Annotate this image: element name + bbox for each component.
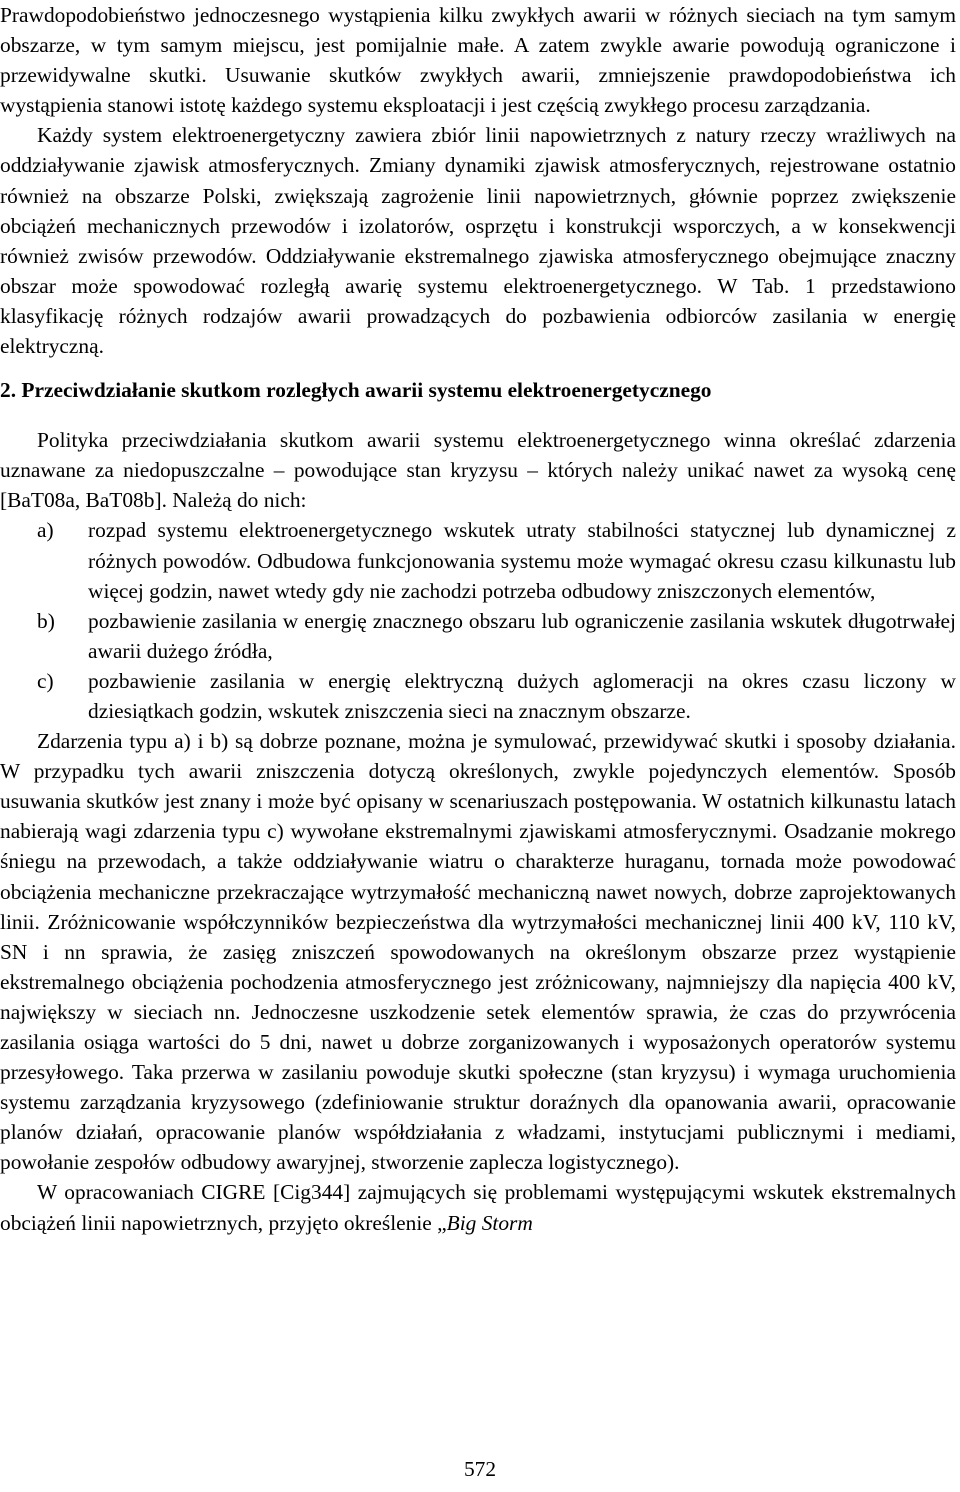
event-list [0,515,956,726]
list-marker: c) [37,668,54,693]
list-item-text: pozbawienie zasilania w energię znacznego obszaru lub ograniczenie zasilania wskutek długotrwałej awarii dużego źródła, [88,608,956,663]
list-marker: b) [37,608,55,633]
page-number: 572 [463,1457,497,1481]
list-marker: a) [37,518,54,543]
section-heading: 2. Przeciwdziałanie skutkom rozległych awarii systemu elektroenergetycznego [0,378,712,403]
paragraph-cigre [0,1177,956,1237]
list-item-c [0,666,956,726]
list-item-a [0,515,956,605]
paragraph-system-linie: Każdy system elektroenergetyczny zawiera zbiór linii napowietrznych z natury rzeczy wrażliwych na oddziaływanie zjawisk atmosferycznych. Zmiany dynamiki zjawisk atmosferycznych, rejestrowane ostatnio również na obszarze Polski, zwiększają zagrożenie linii napowietrznych, głównie poprzez zwiększenie obciążeń mechanicznych przewodów i izolatorów, osprzętu i konstrukcji wsporczych, a w konsekwencji również zwisów przewodów. Oddziaływanie ekstremalnego zjawiska atmosferycznego obejmujące znaczny obszar może spowodować rozległą awarię systemu elektroenergetycznego. W Tab. 1 przedstawiono klasyfikację różnych rodzajów awarii prowadzących do pozbawienia odbiorców zasilania w energię elektryczną. [0,123,956,359]
list-item-text: pozbawienie zasilania w energię elektryczną dużych aglomeracji na okres czasu liczony w dziesiątkach godzin, wskutek zniszczenia sieci na znacznym obszarze. [88,668,956,723]
list-item-text: rozpad systemu elektroenergetycznego wskutek utraty stabilności statycznej lub dynamicznej z różnych powodów. Odbudowa funkcjonowania systemu może wymagać okresu czasu kilkunastu lub więcej godzin, nawet wtedy gdy nie zachodzi potrzeba odbudowy zniszczonych elementów, [88,518,956,603]
paragraph-awarie-zwykle: Prawdopodobieństwo jednoczesnego wystąpienia kilku zwykłych awarii w różnych sieciach na tym samym obszarze, w tym samym miejscu, jest pomijalnie małe. A zatem zwykle awarie powodują ograniczone i przewidywalne skutki. Usuwanie skutków zwykłych awarii, zmniejszenie prawdopodobieństwa ich wystąpienia stanowi istotę każdego systemu eksploatacji i jest częścią zwykłego procesu zarządzania. [0,3,956,118]
paragraph-zdarzenia: Zdarzenia typu a) i b) są dobrze poznane, można je symulować, przewidywać skutki i sposoby działania. W przypadku tych awarii zniszczenia dotyczą określonych, zwykle pojedynczych elementów. Sposób usuwania skutków jest znany i może być opisany w scenariuszach postępowania. W ostatnich kilkunastu latach nabierają wagi zdarzenia typu c) wywołane ekstremalnymi zjawiskami atmosferycznymi. Osadzanie mokrego śniegu na przewodach, a także oddziaływanie wiatru o charakterze huraganu, tornada może powodować obciążenia mechaniczne przekraczające wytrzymałość mechaniczną nawet nowych, dobrze zaprojektowanych linii. Zróżnicowanie współczynników bezpieczeństwa dla wytrzymałości mechanicznej linii 400 kV, 110 kV, SN i nn sprawia, że zasięg zniszczeń spowodowanych na określonym obszarze przez wystąpienie ekstremalnego obciążenia pochodzenia atmosferycznego jest zróżnicowany, najmniejszy dla napięcia 400 kV, największy w sieciach nn. Jednoczesne uszkodzenie setek elementów sprawia, że czas do przywrócenia zasilania osiąga wartości do 5 dni, nawet u dobrze zorganizowanych i wyposażonych operatorów systemu przesyłowego. Taka przerwa w zasilaniu powoduje skutki społeczne (stan kryzysu) i wymaga uruchomienia systemu zarządzania kryzysowego (zdefiniowanie struktur doraźnych dla opanowania awarii, opracowanie planów działań, opracowanie planów współdziałania z władzami, instytucjami publicznymi i mediami, powołanie zespołów odbudowy awaryjnej, stworzenie zaplecza logistycznego). [0,729,956,1175]
big-storm-term: Big Storm [446,1210,533,1235]
paragraph-polityka: Polityka przeciwdziałania skutkom awarii systemu elektroenergetycznego winna określać zdarzenia uznawane za niedopuszczalne – powodujące stan kryzysu – których należy unikać nawet za wysoką cenę [BaT08a, BaT08b]. Należą do nich: [0,428,956,513]
paragraph-cigre-text: W opracowaniach CIGRE [Cig344] zajmujących się problemami występującymi wskutek ekstremalnych obciążeń linii napowietrznych, przyjęto określenie „ [0,1180,956,1235]
list-item-b [0,606,956,666]
